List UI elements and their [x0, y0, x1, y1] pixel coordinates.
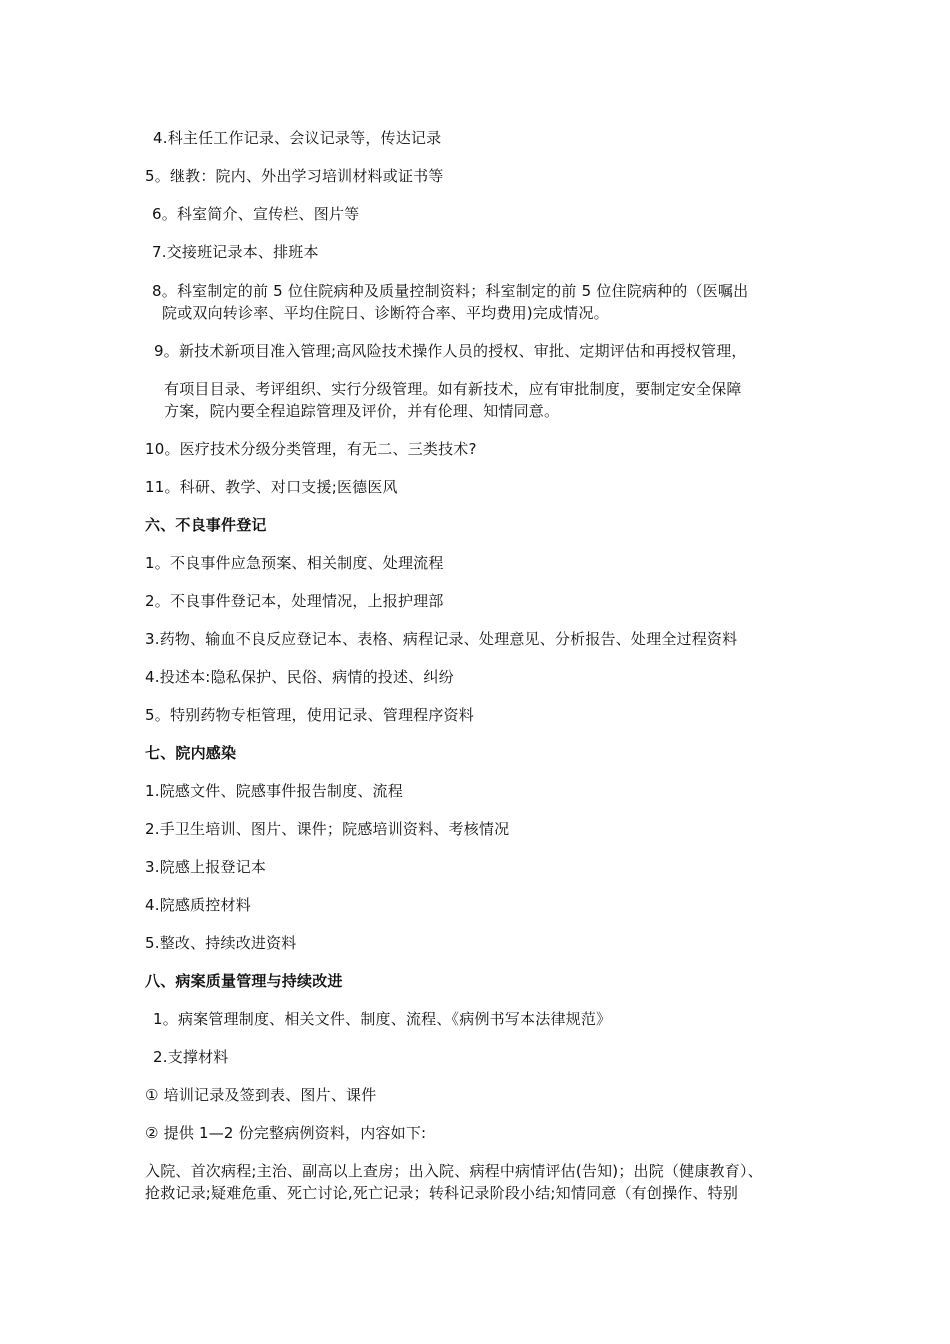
text-line: 方案，院内要全程追踪管理及评价，并有伦理、知情同意。 — [164, 402, 560, 420]
text-line: 4.投述本:隐私保护、民俗、病情的投述、纠纷 — [145, 668, 454, 686]
text-line: 11。科研、教学、对口支援;医德医风 — [145, 478, 398, 496]
section-heading: 七、院内感染 — [145, 744, 237, 762]
text-line: 2。不良事件登记本，处理情况，上报护理部 — [145, 592, 444, 610]
text-line: ① 培训记录及签到表、图片、课件 — [145, 1086, 377, 1104]
text-line: 2.支撑材料 — [153, 1048, 229, 1066]
text-line: 3.药物、输血不良反应登记本、表格、病程记录、处理意见、分析报告、处理全过程资料 — [145, 630, 738, 648]
text-line: 院或双向转诊率、平均住院日、诊断符合率、平均费用)完成情况。 — [162, 304, 609, 322]
text-line: 5.整改、持续改进资料 — [145, 934, 297, 952]
text-line: 5。特别药物专柜管理，使用记录、管理程序资料 — [145, 706, 474, 724]
text-line: 4.院感质控材料 — [145, 896, 251, 914]
text-line: 抢救记录;疑难危重、死亡讨论,死亡记录；转科记录阶段小结;知情同意（有创操作、特别 — [145, 1184, 739, 1202]
text-line: 3.院感上报登记本 — [145, 858, 267, 876]
text-line: ② 提供 1—2 份完整病例资料，内容如下: — [145, 1124, 427, 1142]
text-line: 1。不良事件应急预案、相关制度、处理流程 — [145, 554, 444, 572]
text-line: 2.手卫生培训、图片、课件；院感培训资料、考核情况 — [145, 820, 510, 838]
text-line: 1。病案管理制度、相关文件、制度、流程、《病例书写本法律规范》 — [153, 1010, 612, 1028]
text-line: 7.交接班记录本、排班本 — [152, 243, 319, 261]
text-line: 9。新技术新项目准入管理;高风险技术操作人员的授权、审批、定期评估和再授权管理， — [154, 342, 747, 360]
text-line: 6。科室简介、宣传栏、图片等 — [152, 205, 360, 223]
text-line: 8。科室制定的前 5 位住院病种及质量控制资料；科室制定的前 5 位住院病种的（医嘱出 — [152, 282, 749, 300]
text-line: 1.院感文件、院感事件报告制度、流程 — [145, 782, 403, 800]
text-line: 10。医疗技术分级分类管理，有无二、三类技术? — [145, 440, 477, 458]
section-heading: 六、不良事件登记 — [145, 516, 267, 534]
text-line: 入院、首次病程;主治、副高以上查房；出入院、病程中病情评估(告知)；出院（健康教育）、 — [145, 1162, 763, 1180]
text-line: 有项目目录、考评组织、实行分级管理。如有新技术，应有审批制度，要制定安全保障 — [164, 380, 742, 398]
text-line: 4.科主任工作记录、会议记录等，传达记录 — [153, 129, 442, 147]
text-line: 5。继教：院内、外出学习培训材料或证书等 — [145, 167, 444, 185]
section-heading: 八、病案质量管理与持续改进 — [145, 972, 343, 990]
